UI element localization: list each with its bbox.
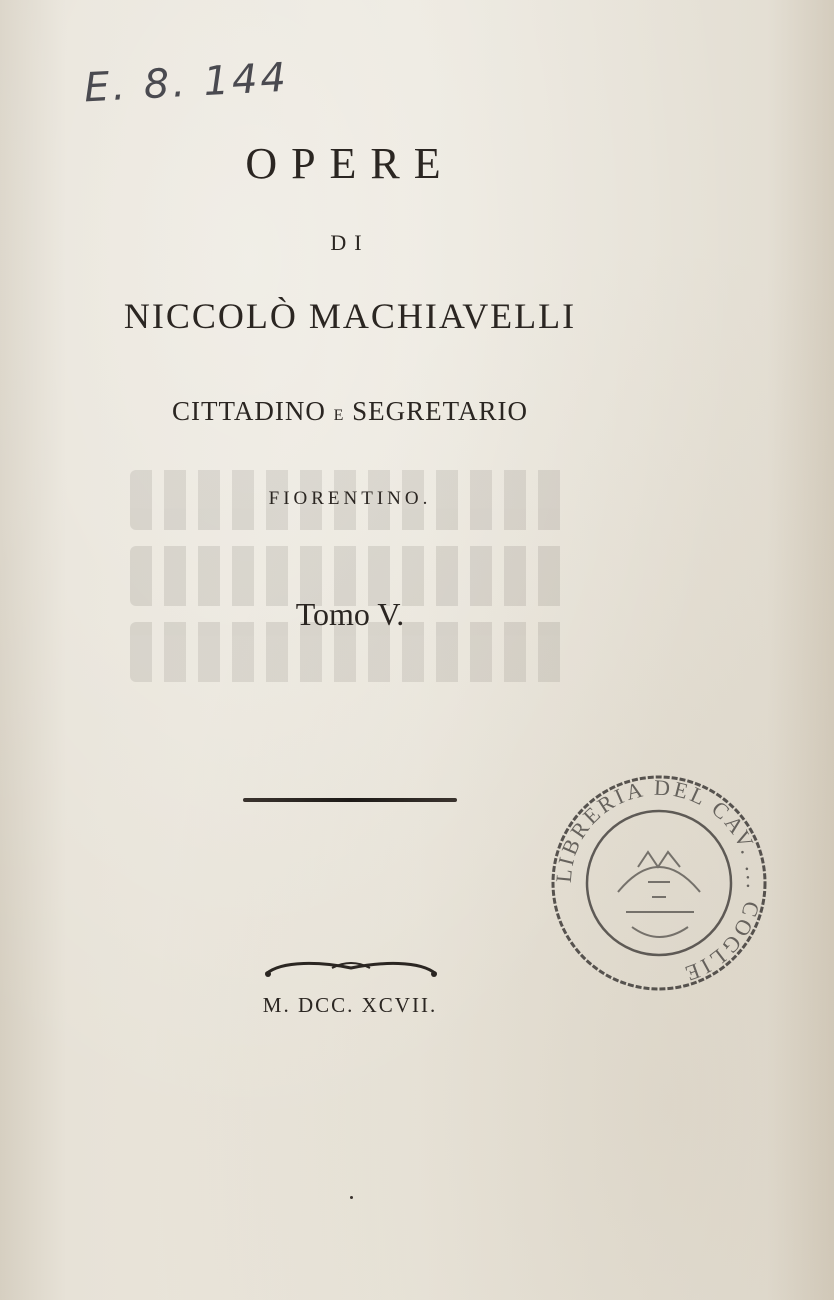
handwritten-shelfmark: E. 8. 144	[82, 54, 291, 112]
svg-text:LIBRERIA DEL CAV. ... COGLIE: LIBRERIA DEL CAV. ... COGLIE	[550, 774, 768, 988]
ornament-swash-icon	[262, 956, 440, 982]
author-name: NICCOLÒ MACHIAVELLI	[123, 296, 577, 336]
horizontal-rule	[243, 798, 457, 802]
publication-date: M. DCC. XCVII.	[262, 993, 438, 1017]
library-stamp-icon	[548, 772, 770, 994]
author-role-citizen: CITTADINO	[172, 396, 326, 426]
print-speck	[350, 1196, 353, 1199]
book-title: OPERE	[245, 139, 455, 188]
volume-number: Tomo V.	[295, 596, 405, 632]
author-city: FIORENTINO.	[268, 488, 432, 509]
role-conjunction: E	[333, 407, 345, 424]
title-preposition: DI	[330, 230, 370, 255]
author-role-secretary: SEGRETARIO	[352, 396, 528, 426]
author-roles	[0, 396, 700, 427]
